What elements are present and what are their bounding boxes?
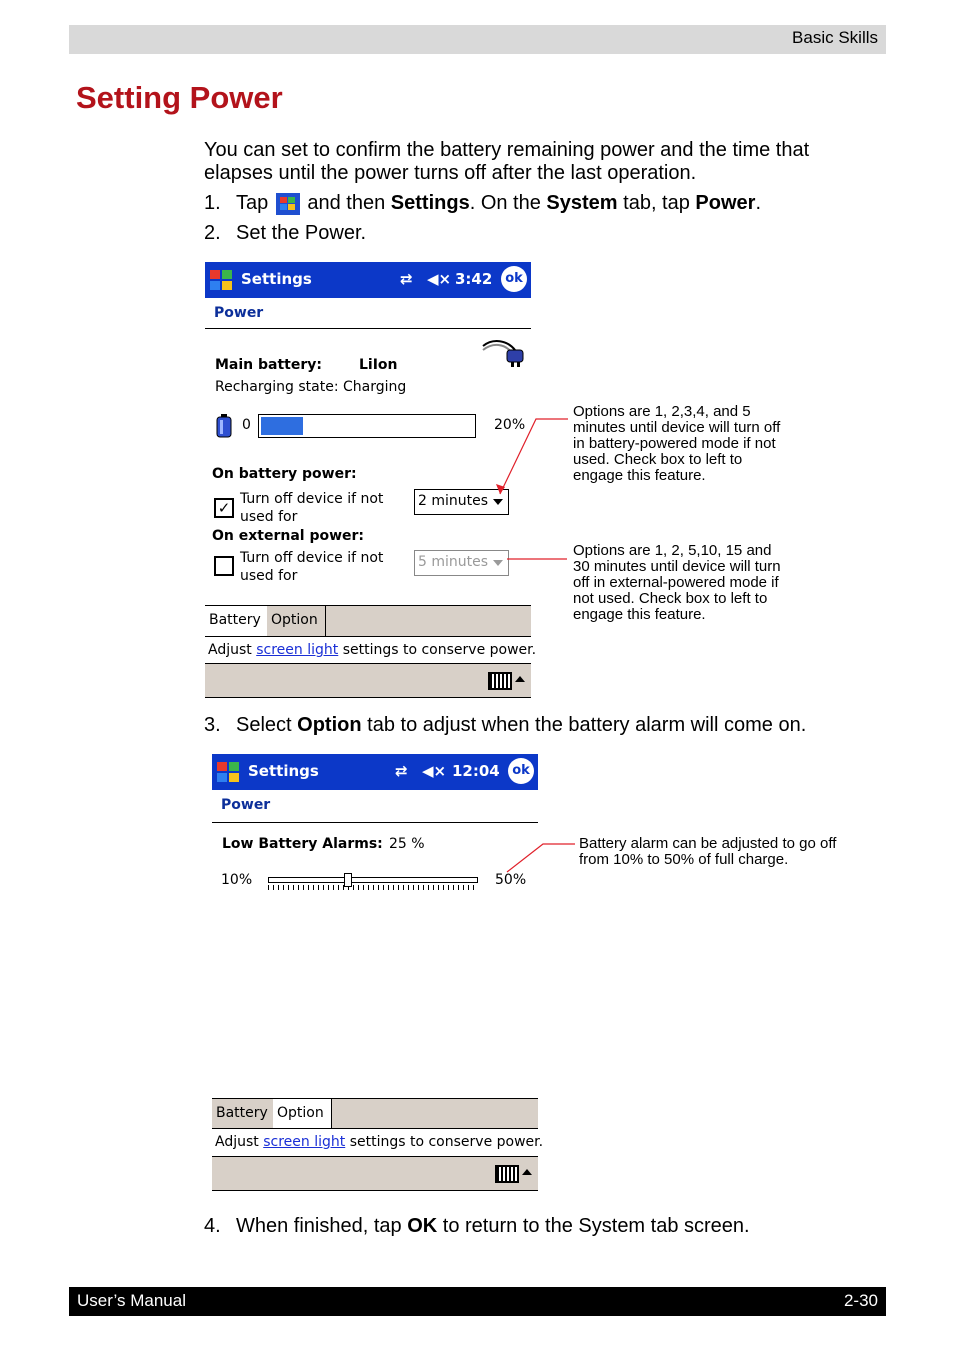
menu-bar: [212, 1156, 538, 1191]
battery-timeout-dropdown[interactable]: 2 minutes: [414, 489, 509, 515]
tab-strip: [212, 1098, 538, 1129]
divider: [205, 636, 531, 637]
alarm-label: Low Battery Alarms:: [222, 836, 383, 852]
callout-3-line: [505, 840, 577, 876]
connectivity-icon[interactable]: ⇄: [395, 762, 408, 780]
intro-paragraph: You can set to confirm the battery remaining power and the time that elapses until the power turns off after the last operation.: [204, 139, 810, 184]
page-number: 2-30: [843, 1291, 878, 1310]
clock[interactable]: 12:04: [452, 762, 500, 780]
tab-option[interactable]: Option: [267, 606, 326, 636]
battery-auto-off-checkbox[interactable]: ✓: [214, 498, 234, 518]
input-menu-arrow-icon[interactable]: [522, 1169, 532, 1175]
keyboard-icon[interactable]: [495, 1165, 519, 1183]
speaker-icon[interactable]: ◀×: [427, 270, 452, 288]
divider: [212, 822, 538, 823]
start-flag-icon[interactable]: [208, 267, 236, 293]
screen-light-link[interactable]: screen light: [263, 1134, 346, 1150]
menu-bar: [205, 663, 531, 698]
alarm-slider[interactable]: [268, 873, 478, 891]
clock[interactable]: 3:42: [455, 270, 493, 288]
step-3: 3. Select Option tab to adjust when the battery alarm will come on.: [204, 714, 807, 736]
adjust-hint: Adjust screen light settings to conserve power.: [215, 1134, 544, 1150]
callout-external-timeout: Options are 1, 2, 5,10, 15 and 30 minutes until device will turn off in external-powered mode if not used. Check box to left to engage this feature.: [573, 542, 781, 623]
step-2: 2. Set the Power.: [204, 222, 367, 244]
external-timeout-dropdown[interactable]: 5 minutes: [414, 550, 509, 576]
tab-battery[interactable]: Battery: [212, 1099, 277, 1129]
slider-track: [268, 877, 478, 883]
battery-level-min: 0: [242, 417, 251, 433]
chevron-down-icon: [493, 560, 503, 566]
header-bar: [69, 25, 886, 54]
footer-manual-name: User’s Manual: [77, 1291, 186, 1310]
start-flag-icon[interactable]: [215, 759, 243, 785]
input-menu-arrow-icon[interactable]: [515, 676, 525, 682]
step-1: 1. Tap and then Settings. On the System tab, tap Power.: [204, 192, 762, 214]
windows-start-icon: [276, 193, 300, 215]
ok-button[interactable]: ok: [501, 266, 527, 292]
callout-battery-timeout: Options are 1, 2,3,4, and 5 minutes until device will turn off in battery-powered mode if not used. Check box to left to engage this feature.: [573, 403, 781, 484]
divider: [212, 1128, 538, 1129]
on-external-heading: On external power:: [212, 528, 365, 544]
slider-thumb[interactable]: [344, 873, 352, 887]
connectivity-icon[interactable]: ⇄: [400, 270, 413, 288]
callout-2-line: [505, 550, 570, 570]
titlebar: [205, 262, 531, 298]
screen-heading: Power: [221, 797, 271, 813]
battery-auto-off-label-2: used for: [240, 509, 298, 525]
alarm-value: 25 %: [389, 836, 425, 852]
footer-bar: [69, 1287, 886, 1316]
app-title: Settings: [248, 762, 319, 780]
speaker-icon[interactable]: ◀×: [422, 762, 447, 780]
tab-battery[interactable]: Battery: [205, 606, 268, 636]
power-plug-icon: [481, 336, 527, 368]
screen-light-link[interactable]: screen light: [256, 642, 339, 658]
step-4: 4. When finished, tap OK to return to the System tab screen.: [204, 1215, 750, 1237]
on-battery-heading: On battery power:: [212, 466, 357, 482]
app-title: Settings: [241, 270, 312, 288]
screen-heading: Power: [214, 305, 264, 321]
battery-level-percent: 20%: [494, 417, 526, 433]
battery-level-bar: [258, 414, 476, 438]
main-battery-label: Main battery:: [215, 357, 322, 373]
external-auto-off-label-1: Turn off device if not: [240, 550, 384, 566]
ok-button[interactable]: ok: [508, 758, 534, 784]
keyboard-icon[interactable]: [488, 672, 512, 690]
battery-icon: [216, 414, 232, 438]
power-settings-screen-battery: [205, 262, 537, 698]
section-name: Basic Skills: [792, 28, 878, 47]
external-auto-off-label-2: used for: [240, 568, 298, 584]
main-battery-type: LiIon: [359, 357, 398, 373]
tab-strip: [205, 605, 531, 636]
slider-ticks: [268, 885, 478, 890]
battery-level-fill: [261, 417, 303, 435]
callout-1-line: [490, 410, 570, 505]
divider: [205, 328, 531, 329]
recharging-state: Recharging state: Charging: [215, 379, 407, 395]
tab-option[interactable]: Option: [273, 1099, 332, 1129]
adjust-hint: Adjust screen light settings to conserve power.: [208, 642, 537, 658]
titlebar: [212, 754, 538, 790]
page-title: Setting Power: [76, 80, 283, 115]
external-auto-off-checkbox[interactable]: [214, 556, 234, 576]
slider-max: 50%: [495, 872, 527, 888]
callout-alarm-range: Battery alarm can be adjusted to go off from 10% to 50% of full charge.: [579, 835, 837, 868]
battery-auto-off-label-1: Turn off device if not: [240, 491, 384, 507]
slider-min: 10%: [221, 872, 253, 888]
power-settings-screen-option: [212, 754, 544, 1191]
